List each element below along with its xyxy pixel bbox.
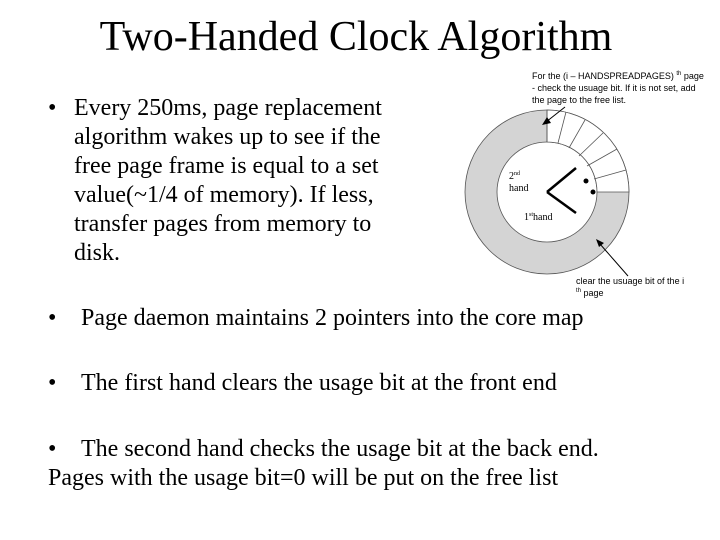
bullet-marker: • bbox=[48, 370, 57, 396]
hand-ordinal: st bbox=[529, 212, 534, 218]
bullet-text-line: free page frame is equal to a set bbox=[74, 153, 379, 179]
bullet-text-line: algorithm wakes up to see if the bbox=[74, 124, 381, 150]
first-hand-label bbox=[524, 212, 552, 224]
bullet-text-line: value(~1/4 of memory). If less, bbox=[74, 182, 374, 208]
annotation-ordinal: th bbox=[676, 71, 682, 77]
hand-number: 2 bbox=[509, 171, 514, 182]
bullet-text-line: transfer pages from memory to bbox=[74, 211, 372, 237]
annotation-text: the page to the free list. bbox=[532, 95, 627, 105]
annotation-text: clear the usuage bit of the i bbox=[576, 276, 685, 286]
annotation-text: - check the usuage bit. If it is not set, add bbox=[532, 83, 696, 93]
annotation-text: page bbox=[681, 71, 704, 81]
hand-ordinal: nd bbox=[514, 171, 520, 177]
annotation-text: For the (i – HANDSPREADPAGES) bbox=[532, 71, 674, 81]
page-title: Two-Handed Clock Algorithm bbox=[99, 14, 613, 60]
second-hand-label bbox=[509, 171, 528, 195]
bullet-text-line: Every 250ms, page replacement bbox=[74, 95, 382, 121]
annotation-text: page bbox=[581, 288, 604, 298]
annotation-ordinal: th bbox=[576, 288, 582, 294]
annotation-check-usage-bit bbox=[532, 70, 717, 106]
hand-number: 1 bbox=[524, 212, 529, 223]
first-hand-pointer bbox=[547, 192, 576, 213]
page-dot bbox=[584, 179, 589, 184]
bullet-marker: • bbox=[48, 436, 57, 462]
bullet-marker: • bbox=[48, 305, 57, 331]
bullet-text-line: disk. bbox=[74, 240, 121, 266]
bullet-marker: • bbox=[48, 95, 57, 121]
bullet-text-line: Pages with the usage bit=0 will be put on the free list bbox=[48, 465, 559, 491]
annotation-clear-usage-bit bbox=[576, 275, 716, 299]
hand-word: hand bbox=[509, 183, 529, 194]
bullet-text: The first hand clears the usage bit at the front end bbox=[81, 370, 557, 396]
bullet-text-line: The second hand checks the usage bit at the back end. bbox=[81, 436, 599, 462]
second-hand-pointer bbox=[547, 168, 576, 192]
annotation-arrow-bottom bbox=[596, 239, 628, 276]
page-dot bbox=[591, 190, 596, 195]
hand-word: hand bbox=[533, 212, 553, 223]
bullet-text: Page daemon maintains 2 pointers into the core map bbox=[81, 305, 584, 331]
